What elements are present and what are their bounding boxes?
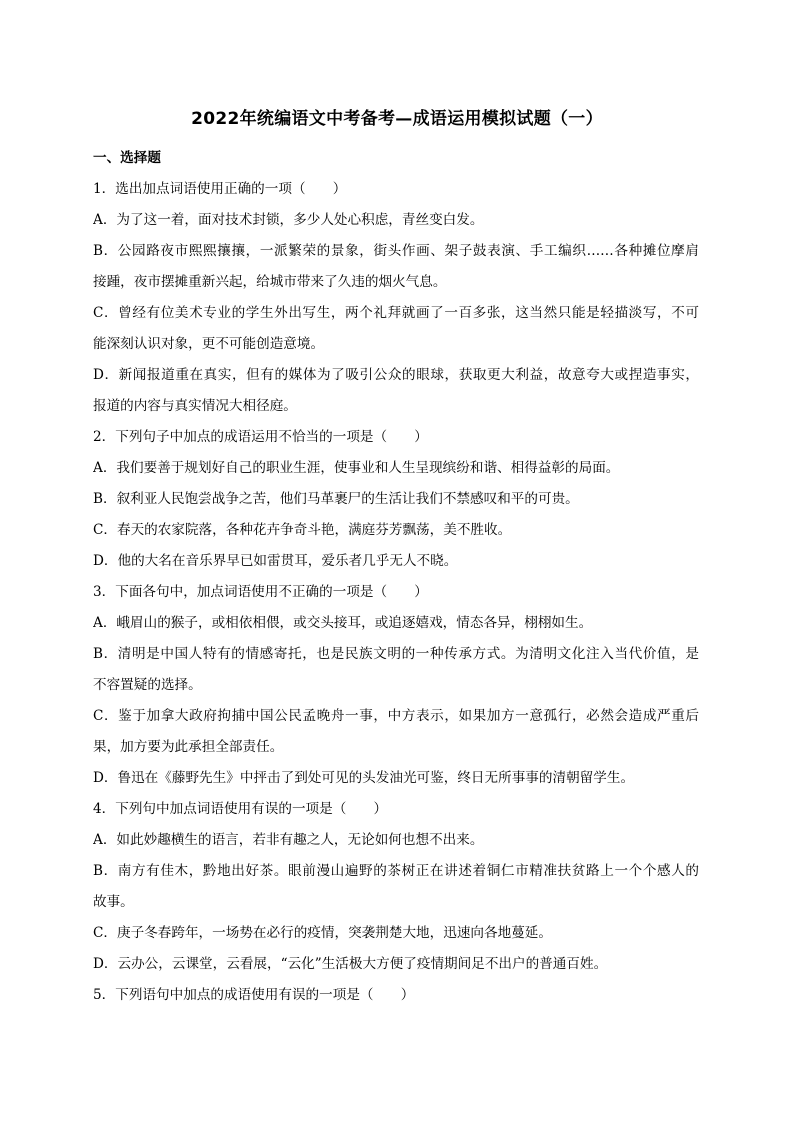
q3-option-c-line1: C．鉴于加拿大政府拘捕中国公民孟晚舟一事，中方表示，如果加方一意孤行，必然会造成严重后	[93, 708, 699, 724]
question-2: 2．下列句子中加点的成语运用不恰当的一项是（ ）	[93, 429, 428, 445]
q1-option-d-line1: D．新闻报道重在真实，但有的媒体为了吸引公众的眼球，获取更大利益，故意夸大或捏造事实，	[93, 367, 699, 383]
section-heading: 一、选择题	[93, 150, 161, 166]
q4-option-b-line1: B．南方有佳木，黔地出好茶。眼前漫山遍野的茶树正在讲述着铜仁市精准扶贫路上一个个感人的	[93, 863, 699, 879]
question-5: 5．下列语句中加点的成语使用有误的一项是（ ）	[93, 987, 415, 1003]
q2-option-a: A．我们要善于规划好自己的职业生涯，使事业和人生呈现缤纷和谐、相得益彰的局面。	[93, 460, 620, 476]
page-title: 2022年统编语文中考备考—成语运用模拟试题（一）	[191, 109, 603, 129]
q4-option-a: A．如此妙趣横生的语言，若非有趣之人，无论如何也想不出来。	[93, 832, 484, 848]
q1-option-b-line2: 接踵，夜市摆摊重新兴起，给城市带来了久违的烟火气息。	[93, 274, 447, 290]
q1-option-c-line1: C．曾经有位美术专业的学生外出写生，两个礼拜就画了一百多张，这当然只能是轻描淡写，不可	[93, 305, 699, 321]
q4-option-c: C．庚子冬春跨年，一场势在必行的疫情，突袭荆楚大地，迅速向各地蔓延。	[93, 925, 552, 941]
document-body	[93, 143, 699, 1011]
question-3: 3．下面各句中，加点词语使用不正确的一项是（ ）	[93, 584, 428, 600]
q2-option-c: C．春天的农家院落，各种花卉争奇斗艳，满庭芬芳飘荡，美不胜收。	[93, 522, 512, 538]
q2-option-b: B．叙利亚人民饱尝战争之苦，他们马革裹尸的生活让我们不禁感叹和平的可贵。	[93, 491, 579, 507]
q3-option-a: A．峨眉山的猴子，或相依相偎，或交头接耳，或追逐嬉戏，情态各异，栩栩如生。	[93, 615, 593, 631]
q3-option-b-line2: 不容置疑的选择。	[93, 677, 202, 693]
q2-option-d: D．他的大名在音乐界早已如雷贯耳，爱乐者几乎无人不晓。	[93, 553, 458, 569]
q4-option-b-line2: 故事。	[93, 894, 134, 910]
q3-option-c-line2: 果，加方要为此承担全部责任。	[93, 739, 284, 755]
q1-option-d-line2: 报道的内容与真实情况大相径庭。	[93, 398, 297, 414]
q1-option-a: A．为了这一着，面对技术封锁，多少人处心积虑，青丝变白发。	[93, 212, 484, 228]
question-1: 1．选出加点词语使用正确的一项（ ）	[93, 181, 347, 197]
q1-option-c-line2: 能深刻认识对象，更不可能创造意境。	[93, 336, 325, 352]
q1-option-b-line1: B．公园路夜市熙熙攘攘，一派繁荣的景象，街头作画、架子鼓表演、手工编织……各种摊位摩肩	[93, 243, 699, 259]
q3-option-b-line1: B．清明是中国人特有的情感寄托，也是民族文明的一种传承方式。为清明文化注入当代价值，是	[93, 646, 699, 662]
q4-option-d: D．云办公，云课堂，云看展，“云化”生活极大方便了疫情期间足不出户的普通百姓。	[93, 956, 608, 972]
question-4: 4．下列句中加点词语使用有误的一项是（ ）	[93, 801, 388, 817]
q3-option-d: D．鲁迅在《藤野先生》中抨击了到处可见的头发油光可鉴，终日无所事事的清朝留学生。	[93, 770, 635, 786]
